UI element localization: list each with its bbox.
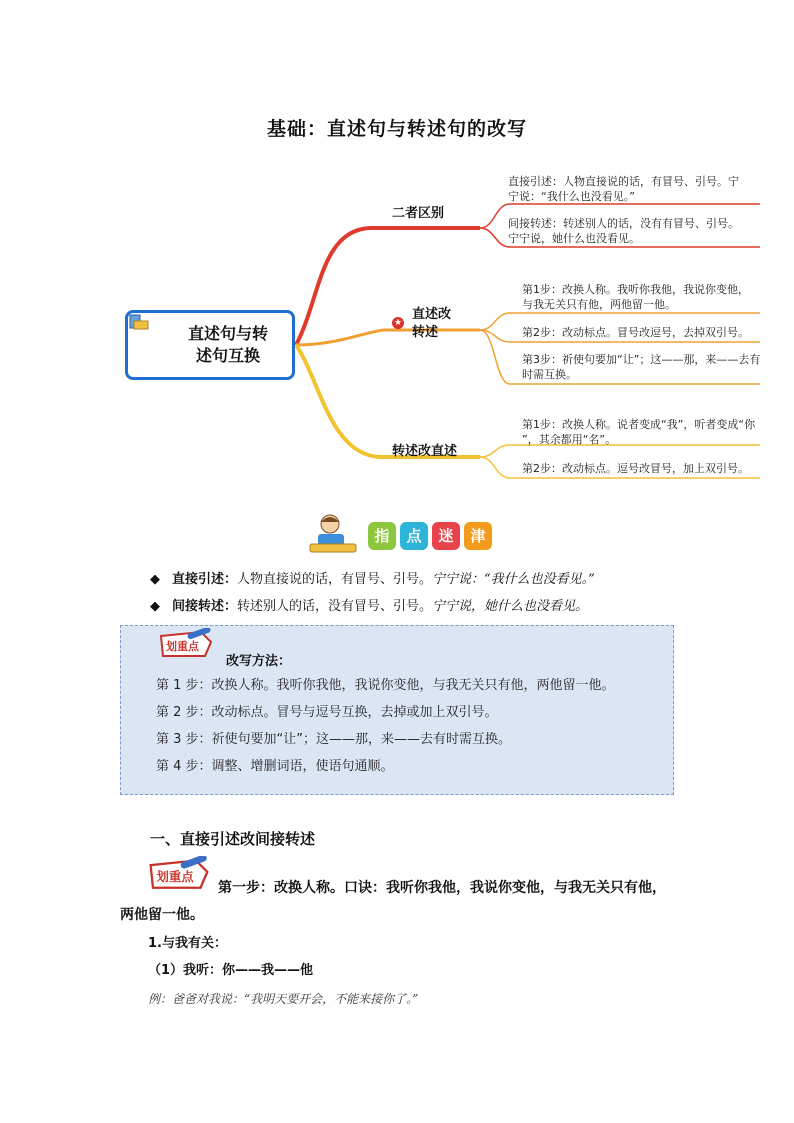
key-step-2: 第 2 步：改动标点。冒号与逗号互换，去掉或加上双引号。: [156, 705, 498, 720]
root-label: 直述句与转 述句互换: [187, 324, 268, 365]
branch-indirect-to-direct: 转述改直述: [392, 444, 458, 459]
example-sentence: 例：爸爸对我说：“我明天要开会，不能来接你了。”: [148, 992, 419, 1006]
badge-text: 划重点: [156, 868, 194, 884]
key-step-3: 第 3 步：祈使句要加“让”；这——那，来——去有时需互换。: [156, 732, 512, 747]
key-points-box: [120, 625, 674, 795]
tips-banner: [306, 512, 496, 556]
key-step-1: 第 1 步：改换人称。我听你我他，我说你变他，与我无关只有他，两他留一他。: [156, 678, 615, 693]
banner-tile-3: 迷: [432, 522, 460, 550]
mind-map-root: [125, 310, 295, 380]
diamond-icon: ◆: [150, 599, 160, 614]
book-icon: [128, 313, 150, 331]
star-icon: ★: [393, 318, 403, 328]
section-step1-line1: 第一步：改换人称。口诀：我听你我他，我说你变他，与我无关只有他，: [218, 880, 666, 896]
section-step1-line2: 两他留一他。: [120, 907, 204, 923]
branch-difference: 二者区别: [392, 206, 445, 221]
leaf-direct-quote: 直接引述：人物直接说的话，有冒号、引号。宁 宁说：“我什么也没看见。”: [508, 175, 739, 203]
banner-tile-1: 指: [368, 522, 396, 550]
banner-tile-4: 津: [464, 522, 492, 550]
leaf-step1: 第1步：改换人称。我听你我他，我说你变他， 与我无关只有他，两他留一他。: [522, 283, 749, 311]
banner-tile-2: 点: [400, 522, 428, 550]
diamond-icon: ◆: [150, 572, 160, 587]
leaf-b3-step1: 第1步：改换人称。说者变成“我”，听者变成“你 ”，其余都用“名”。: [522, 418, 756, 446]
section-sub1: 1.与我有关：: [148, 936, 227, 951]
page-title: 基础：直述句与转述句的改写: [266, 118, 527, 140]
section-heading: 一、直接引述改间接转述: [150, 830, 316, 848]
highlight-badge-icon: [146, 856, 212, 890]
leaf-step3: 第3步：祈使句要加“让”；这——那，来——去有 时需互换。: [522, 353, 761, 381]
key-points-title: 改写方法：: [226, 654, 292, 669]
leaf-step2: 第2步：改动标点。冒号改逗号，去掉双引号。: [522, 326, 749, 339]
section-sub1-1: （1）我听：你——我——他: [148, 963, 314, 978]
bullet-indirect: ◆ 间接转述：转述别人的话，没有冒号、引号。宁宁说，她什么也没看见。: [150, 597, 588, 617]
leaf-indirect-quote: 间接转述：转述别人的话，没有有冒号、引号。 宁宁说，她什么也没看见。: [508, 217, 739, 245]
student-reading-icon: [306, 512, 364, 556]
leaf-b3-step2: 第2步：改动标点。逗号改冒号，加上双引号。: [522, 462, 749, 475]
badge-text: 划重点: [166, 640, 199, 653]
branch-direct-to-indirect: 直述改 转述: [412, 307, 452, 340]
highlight-badge-icon: [157, 628, 215, 658]
key-step-4: 第 4 步：调整、增删词语，使语句通顺。: [156, 759, 394, 774]
bullet-direct: ◆ 直接引述：人物直接说的话，有冒号、引号。宁宁说：“我什么也没看见。”: [150, 570, 595, 590]
